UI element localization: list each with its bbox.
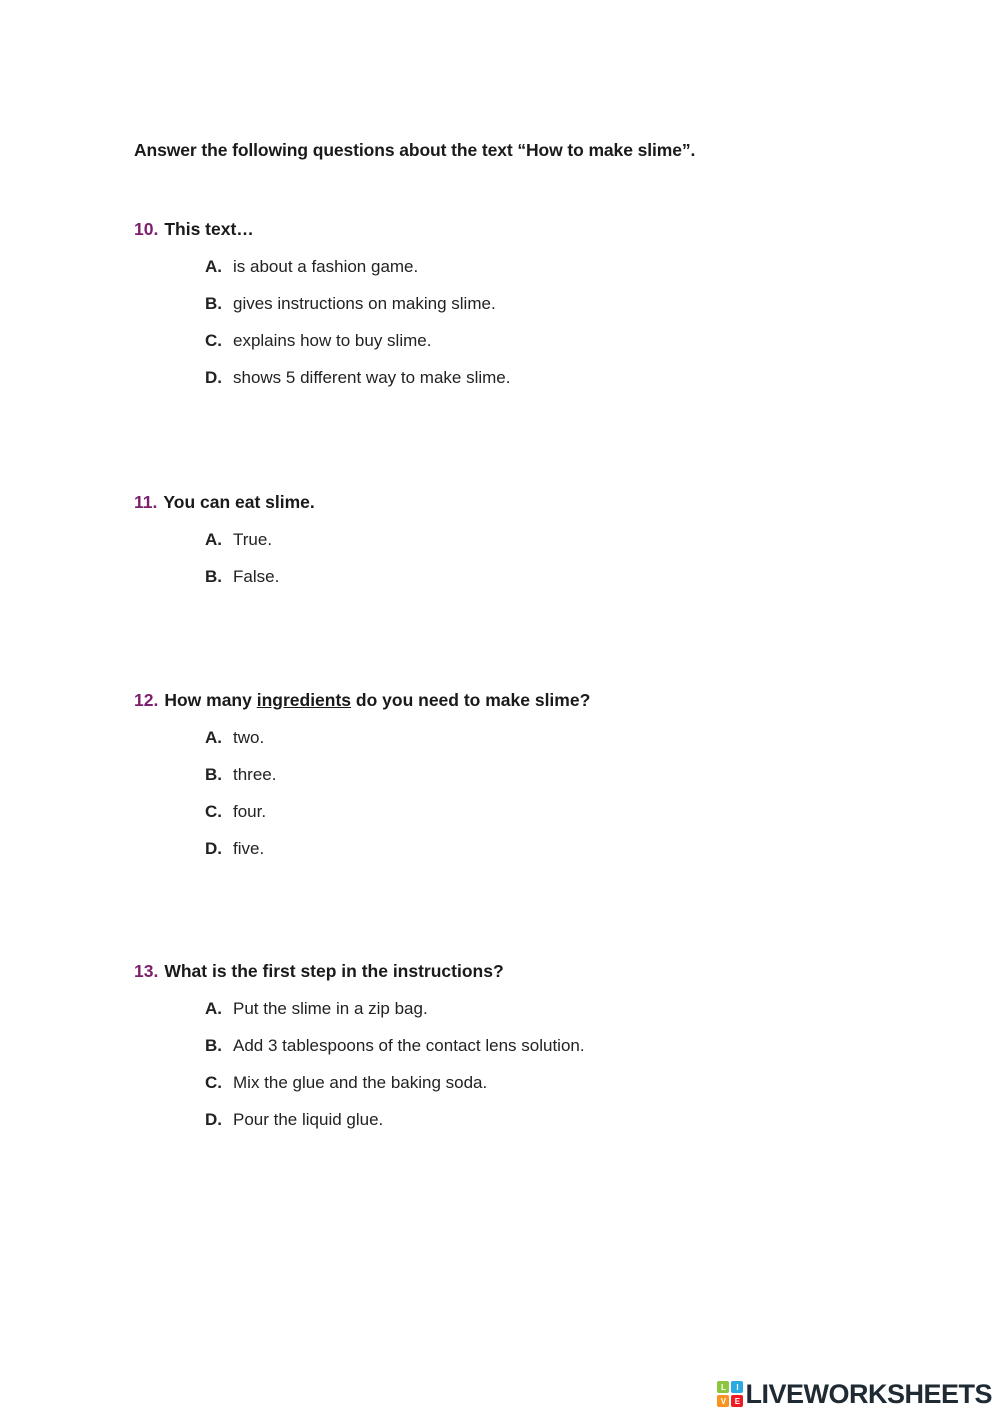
logo-text: LIVEWORKSHEETS	[745, 1378, 992, 1409]
answer-option-a[interactable]	[205, 726, 934, 763]
answer-option-b[interactable]	[205, 292, 934, 329]
instructions-heading: Answer the following questions about the text “How to make slime”.	[134, 140, 696, 160]
question-text: You can eat slime.	[163, 492, 315, 512]
question-13	[134, 959, 934, 1145]
question-number: 11.	[134, 492, 158, 512]
question-text-underlined: ingredients	[256, 690, 352, 710]
option-letter: A.	[205, 530, 222, 549]
option-letter: D.	[205, 1110, 222, 1129]
question-11	[134, 490, 934, 602]
option-text: True.	[233, 530, 273, 549]
question-prompt	[134, 959, 934, 983]
option-letter: B.	[205, 765, 222, 784]
answer-option-d[interactable]	[205, 837, 934, 874]
option-letter: D.	[205, 368, 222, 387]
answer-option-d[interactable]	[205, 366, 934, 403]
answer-option-b[interactable]	[205, 1034, 934, 1071]
option-text: five.	[233, 839, 265, 858]
option-letter: A.	[205, 728, 222, 747]
option-letter: C.	[205, 1073, 222, 1092]
option-text: Put the slime in a zip bag.	[233, 999, 428, 1018]
option-letter: A.	[205, 999, 222, 1018]
answer-options	[205, 997, 934, 1145]
question-12	[134, 688, 934, 874]
logo-mark-tile: I	[731, 1381, 743, 1393]
option-text: explains how to buy slime.	[233, 331, 432, 350]
option-text: four.	[233, 802, 267, 821]
question-number: 10.	[134, 219, 159, 239]
answer-option-a[interactable]	[205, 528, 934, 565]
option-text: is about a fashion game.	[233, 257, 419, 276]
option-text: Pour the liquid glue.	[233, 1110, 384, 1129]
logo-mark-tile: L	[717, 1381, 729, 1393]
logo-mark-tile: E	[731, 1395, 743, 1407]
option-letter: C.	[205, 331, 222, 350]
answer-options	[205, 255, 934, 403]
question-prompt	[134, 490, 934, 514]
option-text: shows 5 different way to make slime.	[233, 368, 511, 387]
option-text: False.	[233, 567, 280, 586]
answer-options	[205, 726, 934, 874]
answer-option-a[interactable]	[205, 997, 934, 1034]
question-number: 13.	[134, 961, 159, 981]
question-prompt	[134, 217, 934, 241]
question-text-before: How many	[164, 690, 257, 710]
option-text: two.	[233, 728, 265, 747]
option-text: three.	[233, 765, 277, 784]
option-letter: D.	[205, 839, 222, 858]
question-number: 12.	[134, 690, 159, 710]
option-text: Mix the glue and the baking soda.	[233, 1073, 488, 1092]
option-letter: B.	[205, 294, 222, 313]
option-text: Add 3 tablespoons of the contact lens solution.	[233, 1036, 585, 1055]
option-letter: B.	[205, 567, 222, 586]
question-text-after: do you need to make slime?	[351, 690, 591, 710]
option-text: gives instructions on making slime.	[233, 294, 496, 313]
liveworksheets-logo	[717, 1378, 992, 1410]
option-letter: A.	[205, 257, 222, 276]
answer-option-d[interactable]	[205, 1108, 934, 1145]
answer-option-b[interactable]	[205, 565, 934, 602]
option-letter: B.	[205, 1036, 222, 1055]
question-prompt	[134, 688, 934, 712]
answer-option-a[interactable]	[205, 255, 934, 292]
option-letter: C.	[205, 802, 222, 821]
answer-options	[205, 528, 934, 602]
question-text: This text…	[164, 219, 254, 239]
question-text: What is the first step in the instructions?	[164, 961, 504, 981]
logo-mark-icon	[717, 1381, 743, 1407]
answer-option-c[interactable]	[205, 329, 934, 366]
answer-option-c[interactable]	[205, 800, 934, 837]
answer-option-b[interactable]	[205, 763, 934, 800]
answer-option-c[interactable]	[205, 1071, 934, 1108]
logo-mark-tile: V	[717, 1395, 729, 1407]
question-10	[134, 217, 934, 403]
